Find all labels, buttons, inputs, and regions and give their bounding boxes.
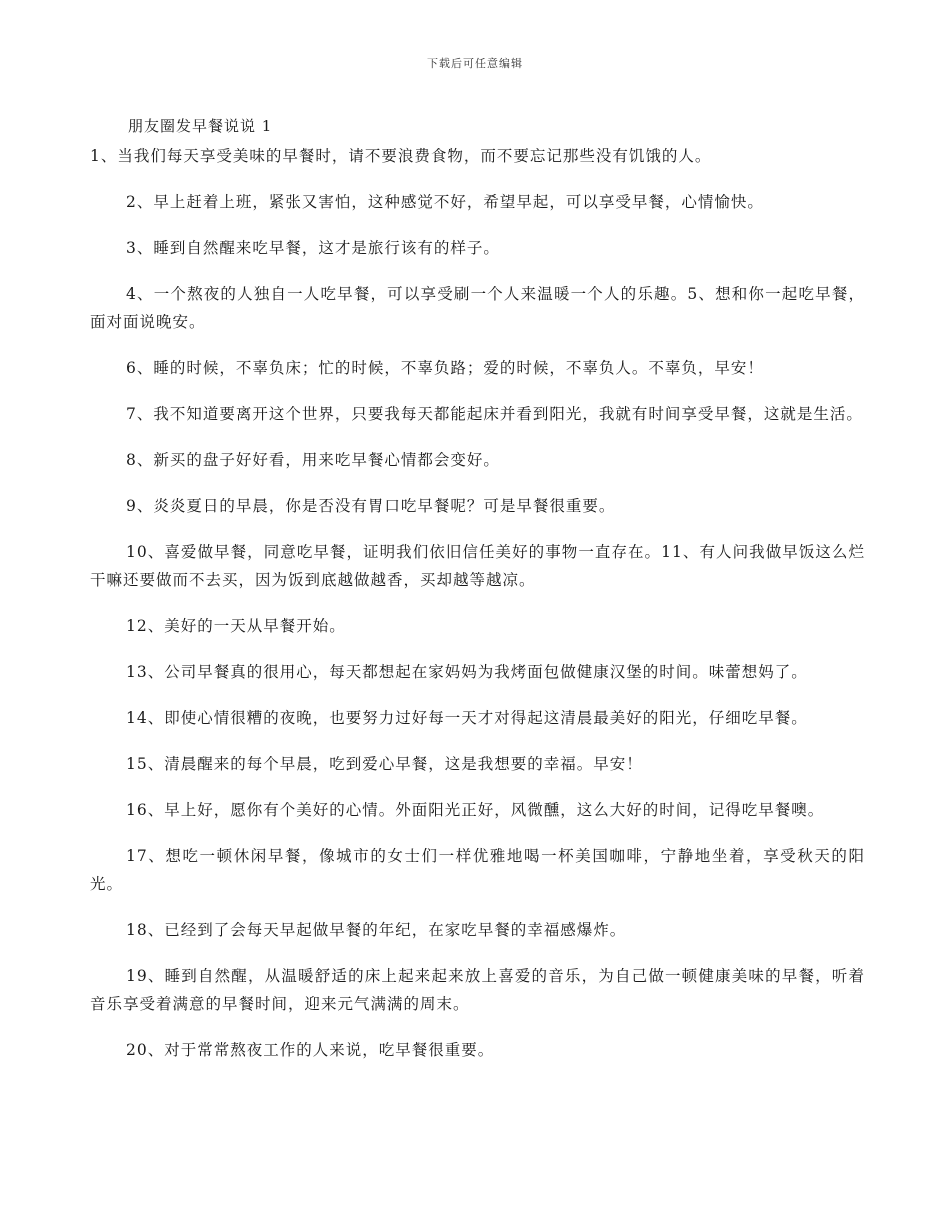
paragraph-15: 15、清晨醒来的每个早晨，吃到爱心早餐，这是我想要的幸福。早安！ — [126, 755, 643, 773]
paragraph-16: 16、早上好，愿你有个美好的心情。外面阳光正好，风微醺，这么大好的时间，记得吃早餐噢。 — [126, 801, 825, 819]
paragraph-10: 10、喜爱做早餐，同意吃早餐，证明我们依旧信任美好的事物一直存在。11、有人问我做早饭这么烂干嘛还要做而不去买，因为饭到底越做越香，买却越等越凉。 — [90, 543, 865, 589]
document-title: 朋友圈发早餐说说 1 — [128, 117, 273, 135]
paragraph-12: 12、美好的一天从早餐开始。 — [126, 617, 346, 635]
paragraph-14: 14、即使心情很糟的夜晚，也要努力过好每一天才对得起这清晨最美好的阳光，仔细吃早餐。 — [126, 709, 808, 727]
paragraph-3: 3、睡到自然醒来吃早餐，这才是旅行该有的样子。 — [126, 239, 500, 257]
paragraph-1: 1、当我们每天享受美味的早餐时，请不要浪费食物，而不要忘记那些没有饥饿的人。 — [90, 147, 712, 165]
page-header: 下载后可任意编辑 — [427, 57, 523, 70]
paragraph-18: 18、已经到了会每天早起做早餐的年纪，在家吃早餐的幸福感爆炸。 — [126, 921, 627, 939]
paragraph-17: 17、想吃一顿休闲早餐，像城市的女士们一样优雅地喝一杯美国咖啡，宁静地坐着，享受秋天的阳光。 — [90, 847, 865, 893]
paragraph-9: 9、炎炎夏日的早晨，你是否没有胃口吃早餐呢？可是早餐很重要。 — [126, 497, 616, 515]
paragraph-8: 8、新买的盘子好好看，用来吃早餐心情都会变好。 — [126, 451, 500, 469]
paragraph-4: 4、一个熬夜的人独自一人吃早餐，可以享受刷一个人来温暖一个人的乐趣。5、想和你一起吃早餐，面对面说晚安。 — [90, 285, 865, 331]
paragraph-20: 20、对于常常熬夜工作的人来说，吃早餐很重要。 — [126, 1041, 495, 1059]
paragraph-6: 6、睡的时候，不辜负床；忙的时候，不辜负路；爱的时候，不辜负人。不辜负，早安！ — [126, 359, 764, 377]
paragraph-13: 13、公司早餐真的很用心，每天都想起在家妈妈为我烤面包做健康汉堡的时间。味蕾想妈了。 — [126, 663, 808, 681]
paragraph-7: 7、我不知道要离开这个世界，只要我每天都能起床并看到阳光，我就有时间享受早餐，这就是生活。 — [126, 405, 863, 423]
paragraph-2: 2、早上赶着上班，紧张又害怕，这种感觉不好，希望早起，可以享受早餐，心情愉快。 — [126, 193, 764, 211]
document-body — [90, 142, 865, 1082]
paragraph-19: 19、睡到自然醒，从温暖舒适的床上起来起来放上喜爱的音乐，为自己做一顿健康美味的早餐，听着音乐享受着满意的早餐时间，迎来元气满满的周末。 — [90, 967, 865, 1013]
